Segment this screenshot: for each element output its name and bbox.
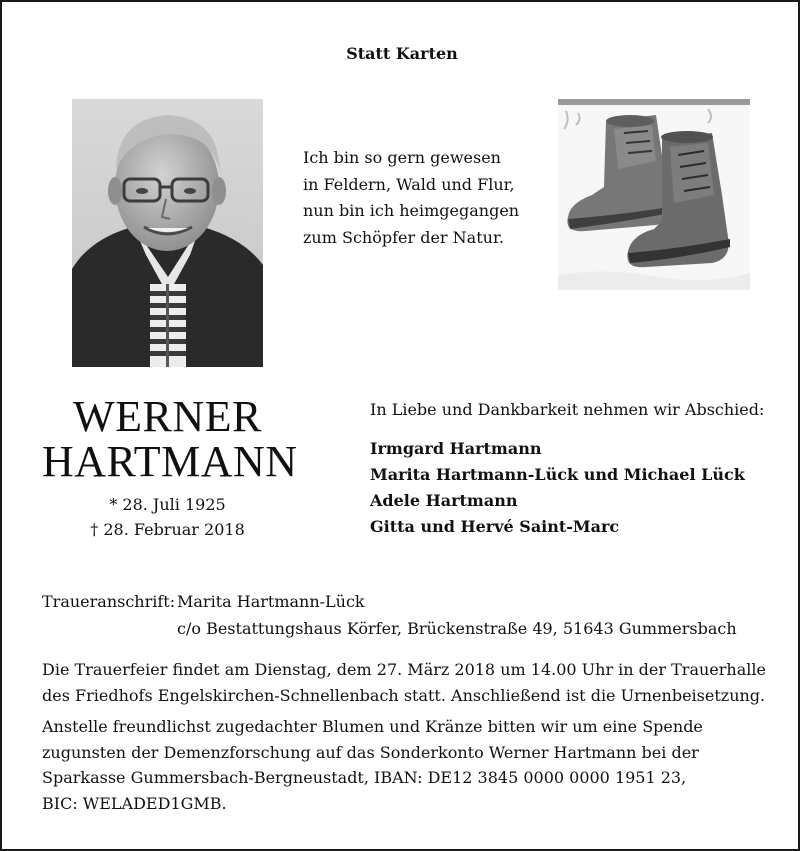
- poem-line: zum Schöpfer der Natur.: [303, 227, 504, 247]
- poem-line: nun bin ich heimgegangen: [303, 201, 520, 220]
- poem-line: in Feldern, Wald und Flur,: [303, 174, 515, 194]
- mourner-name: Marita Hartmann-Lück und Michael Lück: [370, 465, 745, 484]
- birth-date: * 28. Juli 1925: [109, 495, 226, 514]
- deceased-first-name: WERNER: [73, 392, 262, 441]
- farewell-intro: In Liebe und Dankbarkeit nehmen wir Abschied:: [370, 400, 765, 419]
- donation-paragraph: [42, 714, 782, 816]
- address-label: Traueranschrift:: [42, 592, 176, 611]
- poem-line: Ich bin so gern gewesen: [303, 148, 501, 167]
- donation-line: BIC: WELADED1GMB.: [42, 793, 227, 813]
- boots-photo: [558, 99, 750, 290]
- mourning-address: [42, 588, 737, 642]
- mourners-list: [370, 436, 745, 540]
- life-dates: [42, 492, 293, 542]
- deceased-last-name: HARTMANN: [42, 437, 298, 486]
- donation-line: zugunsten der Demenzforschung auf das Sonderkonto Werner Hartmann bei der: [42, 742, 699, 762]
- mourner-name: Irmgard Hartmann: [370, 439, 542, 458]
- poem: [303, 145, 519, 251]
- mourner-name: Gitta und Hervé Saint-Marc: [370, 517, 620, 536]
- ceremony-line: Die Trauerfeier findet am Dienstag, dem 27. März 2018 um 14.00 Uhr in der Trauerhalle: [42, 660, 766, 679]
- ceremony-paragraph: [42, 657, 782, 708]
- mourner-name: Adele Hartmann: [370, 491, 518, 510]
- address-line-2: c/o Bestattungshaus Körfer, Brückenstraße 49, 51643 Gummersbach: [177, 619, 737, 638]
- donation-line: Sparkasse Gummersbach-Bergneustadt, IBAN: DE12 3845 0000 0000 1951 23,: [42, 768, 687, 787]
- donation-line: Anstelle freundlichst zugedachter Blumen und Kränze bitten wir um eine Spende: [42, 717, 703, 736]
- portrait-photo: [72, 99, 263, 367]
- ceremony-line: des Friedhofs Engelskirchen-Schnellenbach statt. Anschließend ist die Urnenbeisetzung.: [42, 685, 766, 705]
- death-date: † 28. Februar 2018: [90, 520, 245, 539]
- address-line-1: Marita Hartmann-Lück: [177, 592, 365, 611]
- header-title: Statt Karten: [346, 44, 458, 63]
